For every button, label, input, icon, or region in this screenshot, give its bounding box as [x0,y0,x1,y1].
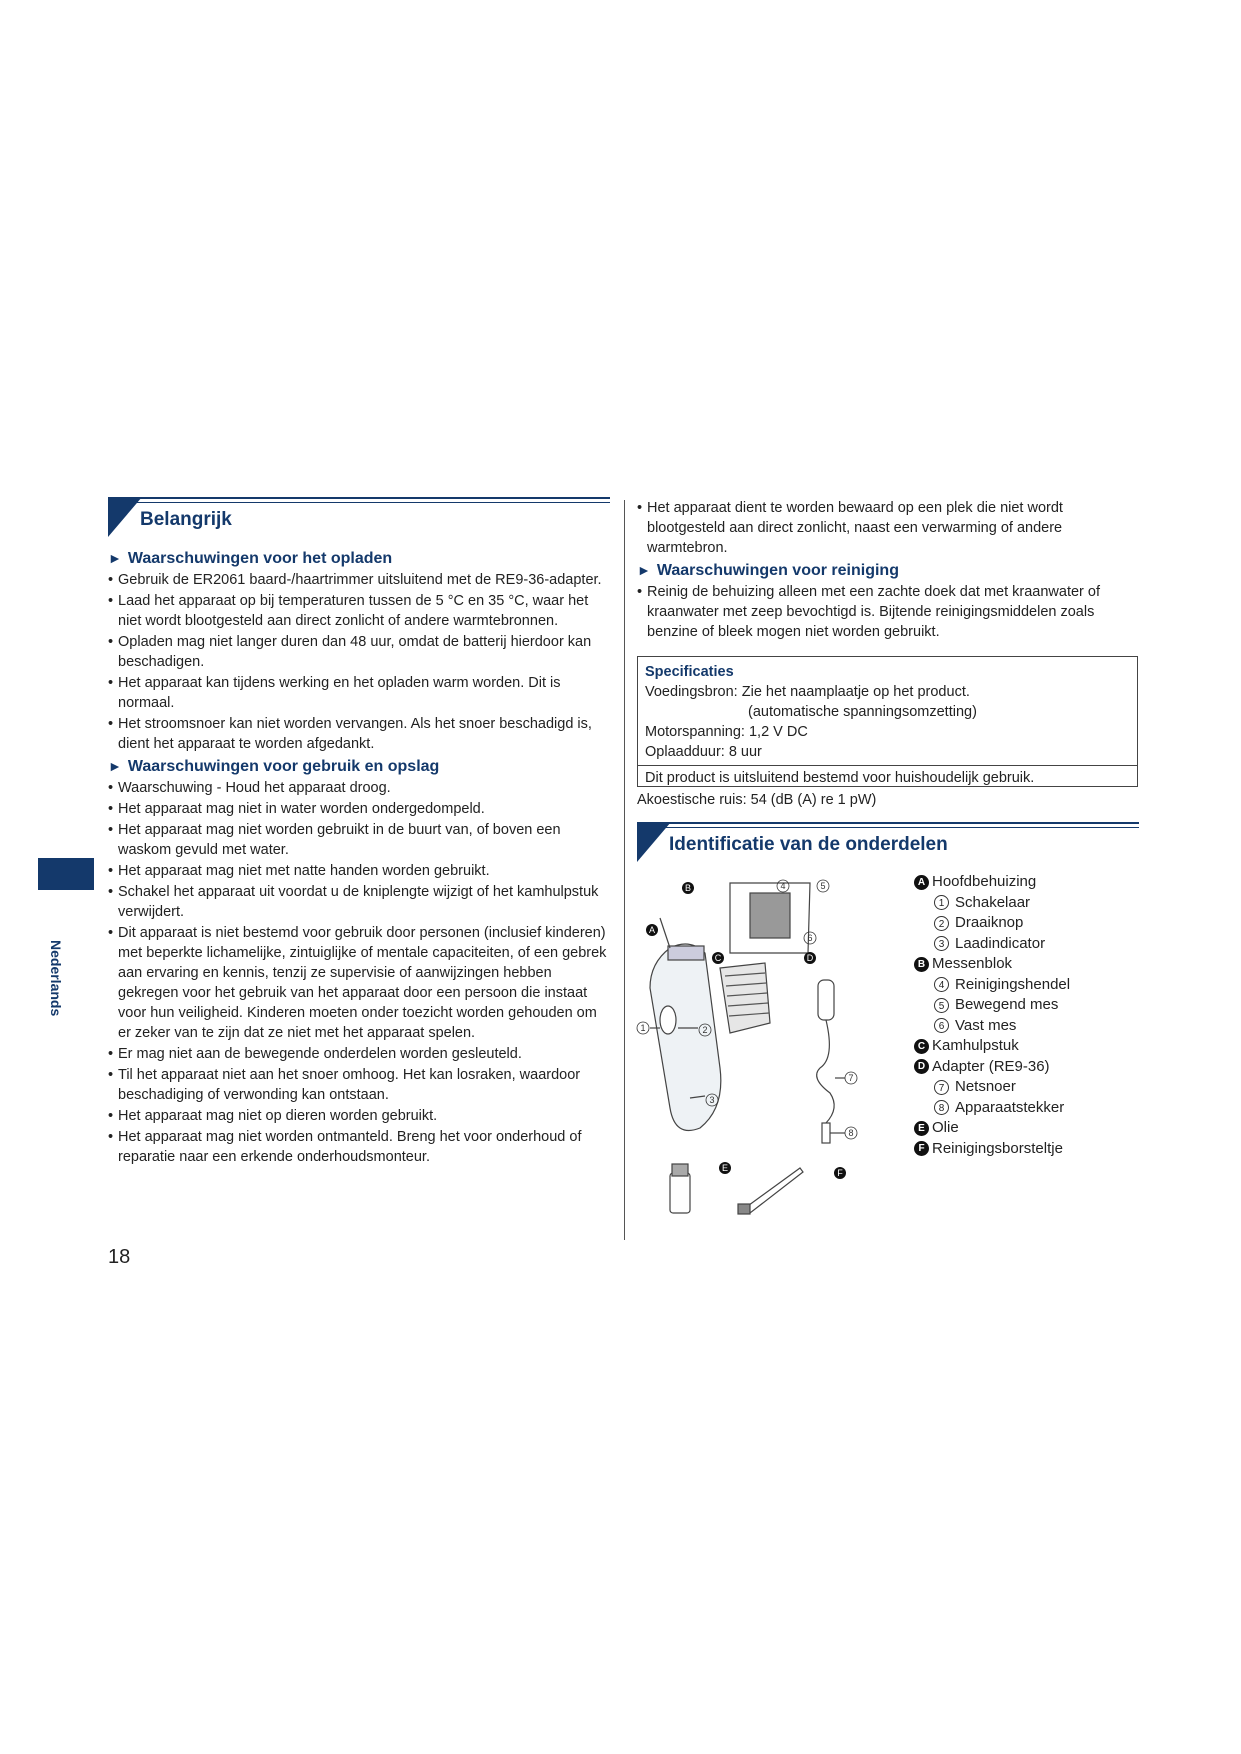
usage-warnings-list [108,778,610,1167]
label-f: F [837,1168,843,1178]
list-item: • Schakel het apparaat uit voordat u de kniplengte wijzigt of het kamhulpstuk verwijdert. [108,882,610,922]
right-column-top [637,498,1139,643]
list-item: • Opladen mag niet langer duren dan 48 uur, omdat de batterij hierdoor kan beschadigen. [108,632,610,672]
part-e: E Olie [914,1118,1070,1139]
spec-power: Voedingsbron: Zie het naamplaatje op het product. [645,684,970,700]
label-2: 2 [702,1025,708,1035]
blade-head-drawing [668,946,704,960]
label-1: 1 [640,1023,646,1033]
page-number: 18 [108,1246,131,1268]
label-b: B [684,883,692,893]
list-item: • Het apparaat mag niet in water worden ondergedompeld. [108,799,610,819]
switch-drawing [660,1006,676,1034]
part-c: C Kamhulpstuk [914,1036,1070,1057]
label-6: 6 [807,933,813,943]
belangrijk-heading [108,497,610,537]
cleaning-brush-drawing [745,1168,803,1213]
part-1: 1 Schakelaar [914,893,1070,914]
label-3: 3 [709,1095,715,1105]
charging-warnings-list [108,570,610,754]
list-item: • Laad het apparaat op bij temperaturen tussen de 5 °C en 35 °C, waar het niet wordt blootgesteld aan direct zonlicht of andere warmtebronnen. [108,591,610,631]
spec-power-note: (automatische spanningsomzetting) [748,704,977,720]
spec-motor-voltage: Motorspanning: 1,2 V DC [645,724,808,740]
list-item: • Dit apparaat is niet bestemd voor gebruik door personen (inclusief kinderen) met beperkte lichamelijke, zintuiglijke of mentale capaciteiten, of een gebrek aan ervaring en kennis, tenzij ze supervisie of aanwijzingen hebben gekregen voor het gebruik van het apparaat door een persoon die instaat voor hun veiligheid. Kinderen moeten onder toezicht worden gehouden om er zeker van te zijn dat ze niet met het apparaat spelen. [108,923,610,1043]
parts-heading [637,822,1139,862]
label-a: A [648,925,656,935]
list-item: • Het stroomsnoer kan niet worden vervangen. Als het snoer beschadigd is, dient het apparaat te worden afgedankt. [108,714,610,754]
list-item: • Het apparaat mag niet worden ontmanteld. Breng het voor onderhoud of reparatie naar een erkende onderhoudsmonteur. [108,1127,610,1167]
part-a: A Hoofdbehuizing [914,872,1070,893]
section-usage-title: ► Waarschuwingen voor gebruik en opslag [108,758,440,775]
part-7: 7 Netsnoer [914,1077,1070,1098]
column-divider [624,500,625,1240]
specifications-title: Specificaties [645,664,734,680]
cleaning-warning: • Reinig de behuizing alleen met een zachte doek dat met kraanwater of kraanwater met zeep bevochtigd is. Bijtende reinigingsmiddelen zoals benzine of bleek mogen niet worden gebruikt. [637,582,1139,642]
spec-household-use: Dit product is uitsluitend bestemd voor huishoudelijk gebruik. [638,765,1137,788]
label-c: C [714,953,722,963]
parts-diagram [630,868,910,1238]
label-d: D [806,953,814,963]
list-item: • Het apparaat mag niet met natte handen worden gebruikt. [108,861,610,881]
label-e: E [721,1163,729,1173]
label-7: 7 [848,1073,854,1083]
specifications-box [637,656,1138,787]
part-5: 5 Bewegend mes [914,995,1070,1016]
label-8: 8 [848,1128,854,1138]
list-item: • Er mag niet aan de bewegende onderdelen worden gesleuteld. [108,1044,610,1064]
part-2: 2 Draaiknop [914,913,1070,934]
left-column [108,546,610,1168]
power-cord-drawing [817,1020,835,1123]
list-item: • Til het apparaat niet aan het snoer omhoog. Het kan losraken, waardoor beschadiging of verwonding kan ontstaan. [108,1065,610,1105]
parts-title: Identificatie van de onderdelen [669,834,948,855]
storage-warning: • Het apparaat dient te worden bewaard op een plek die niet wordt blootgesteld aan direct zonlicht, naast een verwarming of andere warmtebron. [637,498,1139,558]
part-6: 6 Vast mes [914,1016,1070,1037]
list-item: • Waarschuwing - Houd het apparaat droog. [108,778,610,798]
list-item: • Het apparaat mag niet op dieren worden gebruikt. [108,1106,610,1126]
part-4: 4 Reinigingshendel [914,975,1070,996]
language-side-label: Nederlands [48,940,64,1017]
belangrijk-title: Belangrijk [140,509,232,530]
parts-list [914,872,1070,1159]
part-f: F Reinigingsborsteltje [914,1139,1070,1160]
label-5: 5 [820,881,826,891]
acoustic-noise: Akoestische ruis: 54 (dB (A) re 1 pW) [637,792,877,808]
spec-charge-time: Oplaadduur: 8 uur [645,744,762,760]
part-d: D Adapter (RE9-36) [914,1057,1070,1078]
label-4: 4 [780,881,786,891]
part-b: B Messenblok [914,954,1070,975]
list-item: • Gebruik de ER2061 baard-/haartrimmer uitsluitend met de RE9-36-adapter. [108,570,610,590]
list-item: • Het apparaat kan tijdens werking en het opladen warm worden. Dit is normaal. [108,673,610,713]
part-8: 8 Apparaatstekker [914,1098,1070,1119]
part-3: 3 Laadindicator [914,934,1070,955]
adapter-drawing [818,980,834,1020]
language-tab-marker [38,858,94,890]
section-cleaning-title: ► Waarschuwingen voor reiniging [637,562,899,579]
list-item: • Het apparaat mag niet worden gebruikt in de buurt van, of boven een waskom gevuld met water. [108,820,610,860]
section-charging-title: ► Waarschuwingen voor het opladen [108,550,393,567]
oil-bottle-drawing [670,1173,690,1213]
